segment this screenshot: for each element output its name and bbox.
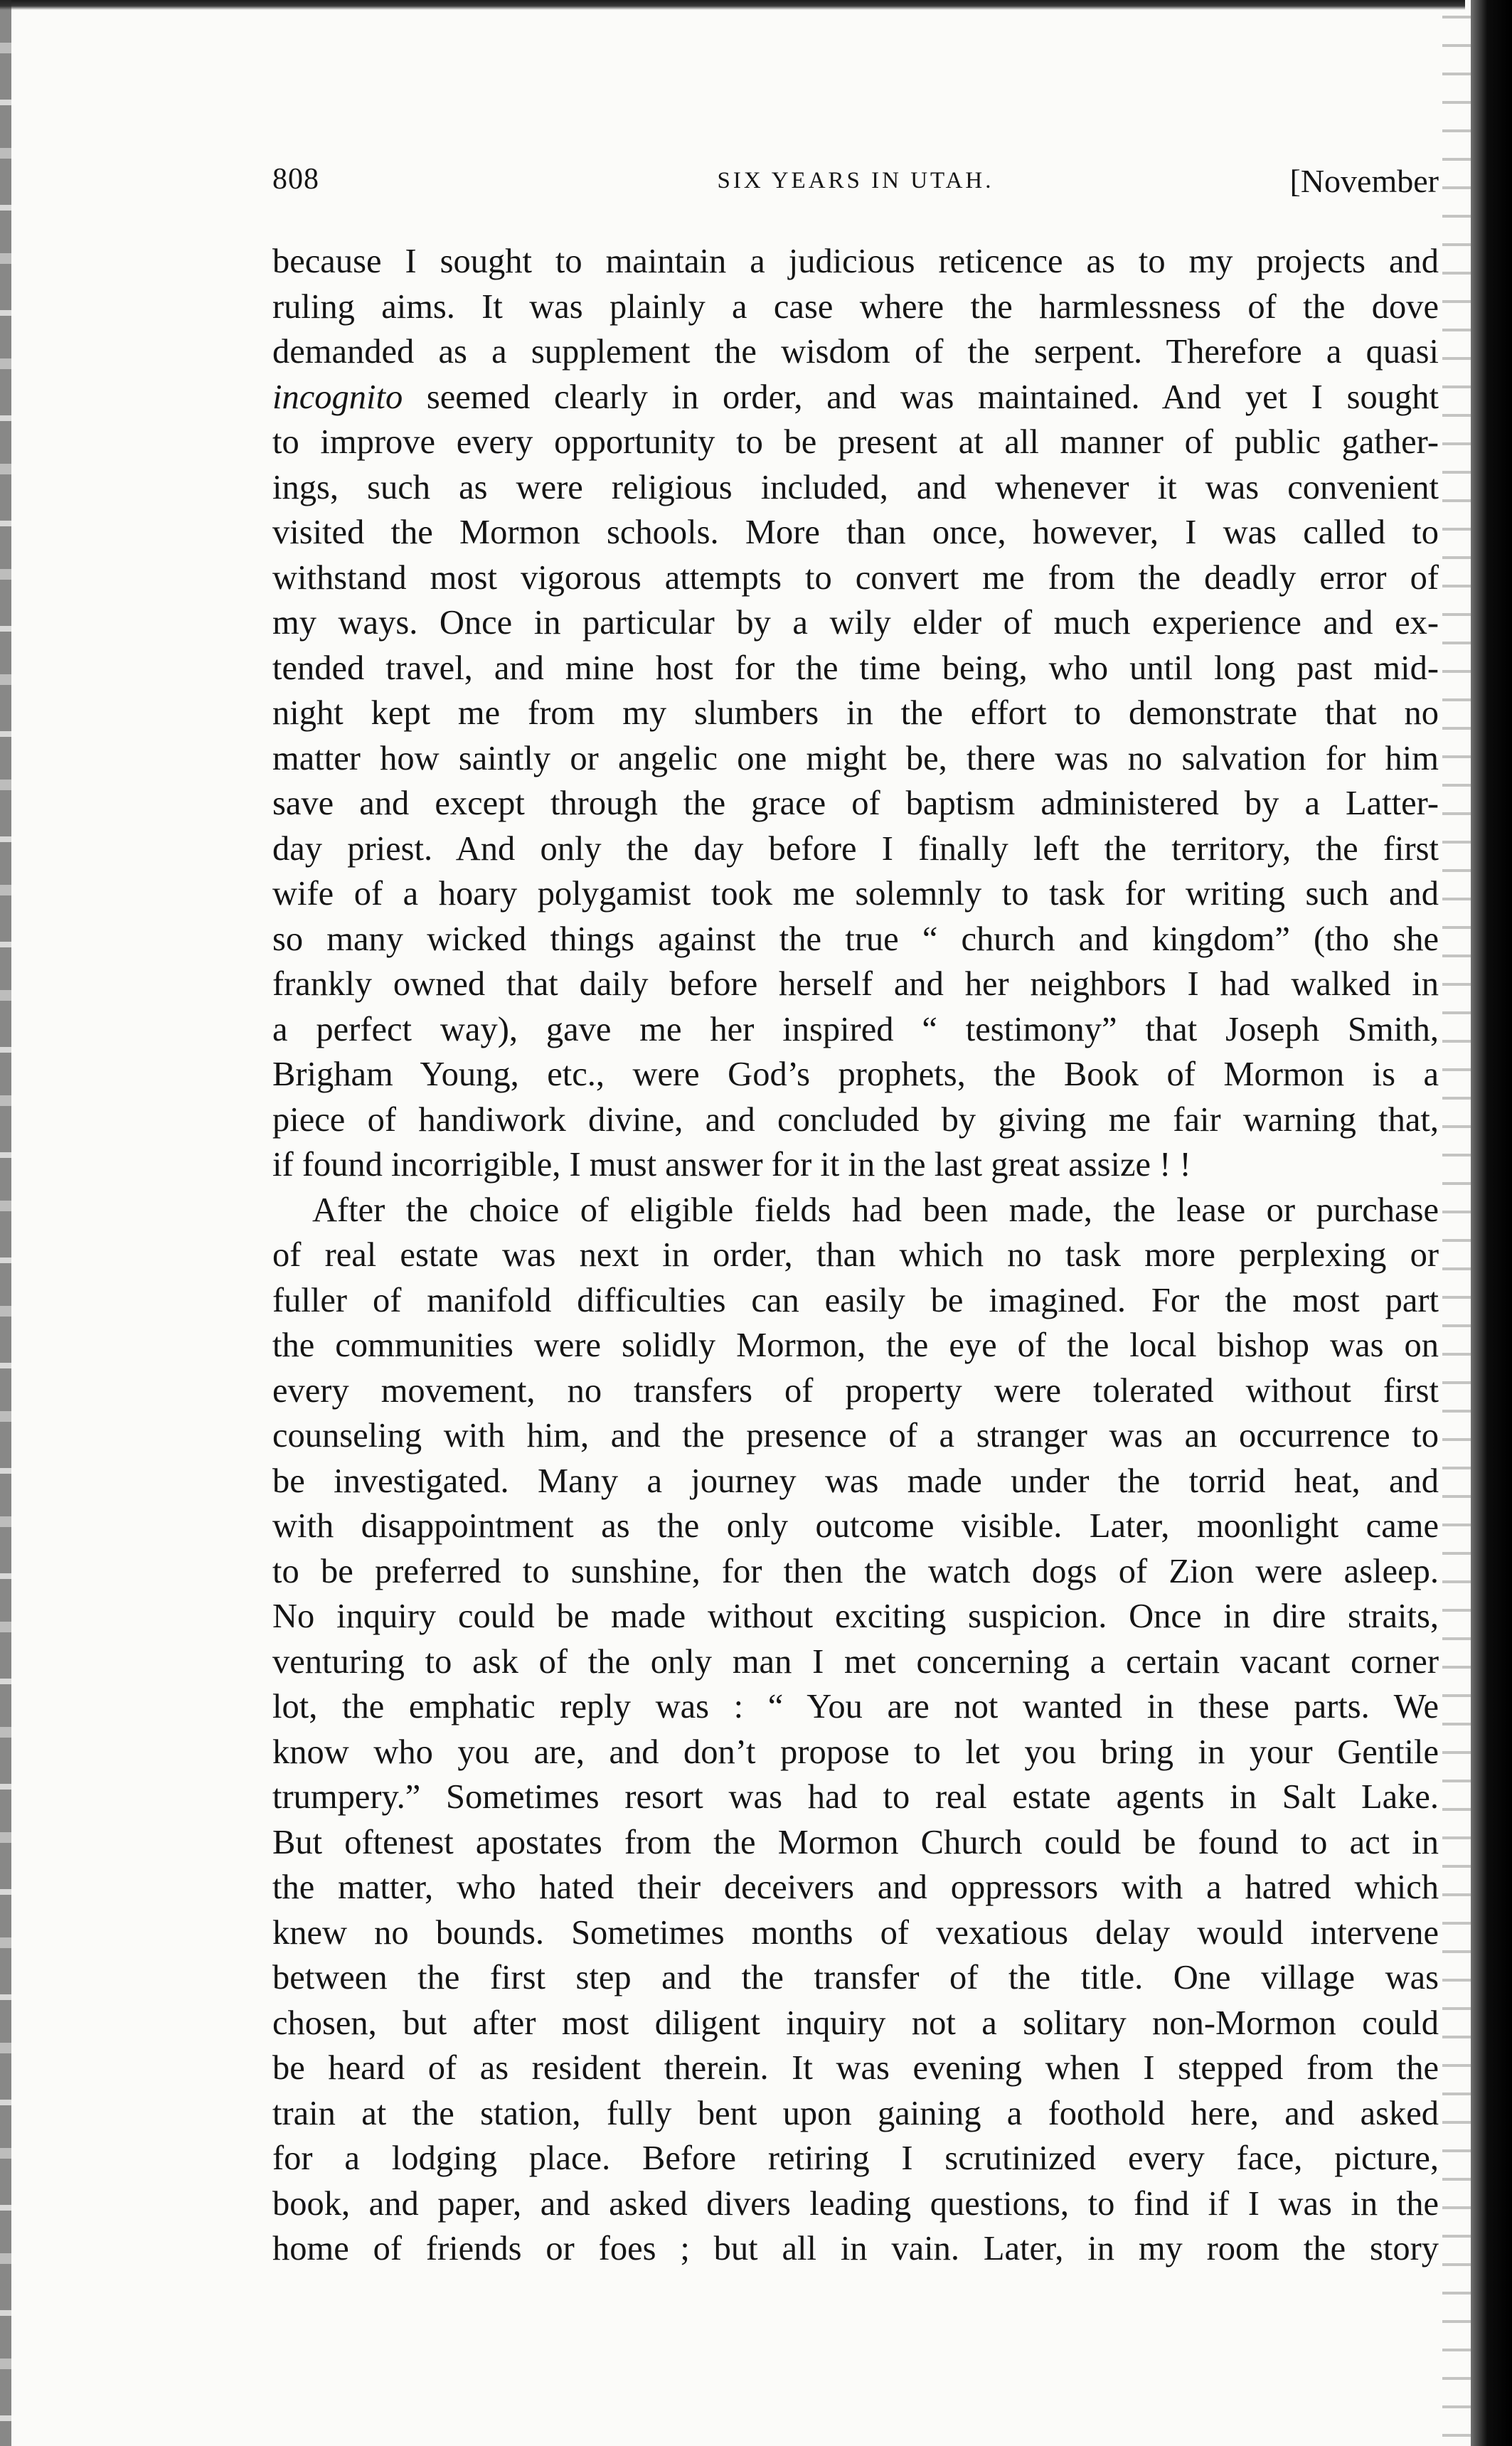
text-line: because I sought to maintain a judicious reticence as to my projects and [272, 243, 1439, 280]
text-line: withstand most vigorous attempts to convert me from the deadly error of [272, 558, 1439, 597]
text-line: with disappointment as the only outcome visible. Later, moonlight came [272, 1507, 1439, 1545]
text-line: my ways. Once in particular by a wily elder of much experience and ex- [272, 604, 1439, 642]
text-line: ings, such as were religious included, and whenever it was convenient [272, 468, 1439, 506]
text-line: Brigham Young, etc., were God’s prophets, the Book of Mormon is a [272, 1055, 1439, 1093]
text-line: be investigated. Many a journey was made under the torrid heat, and [272, 1462, 1439, 1500]
text-line: save and except through the grace of baptism administered by a Latter- [272, 785, 1439, 822]
italic-word: incognito [272, 378, 403, 416]
text-line: lot, the emphatic reply was : “ You are not wanted in these parts. We [272, 1688, 1439, 1726]
text-line: matter how saintly or angelic one might be, there was no salvation for him [272, 739, 1439, 777]
text-line: No inquiry could be made without exciting suspicion. Once in dire straits, [272, 1597, 1439, 1635]
text-line: if found incorrigible, I must answer for it in the last great assize ! ! [272, 1146, 1191, 1184]
text-line: ruling aims. It was plainly a case where the harmlessness of the dove [272, 287, 1439, 326]
text-line: chosen, but after most diligent inquiry not a solitary non-Mormon could [272, 2004, 1439, 2042]
text-line: day priest. And only the day before I finally left the territory, the first [272, 829, 1439, 868]
page-body [272, 239, 1439, 2272]
scan-left-edge [0, 0, 11, 2446]
text-line: night kept me from my slumbers in the effort to demonstrate that no [272, 694, 1439, 732]
text-line: of real estate was next in order, than which no task more perplexing or [272, 1236, 1439, 1274]
text-line: so many wicked things against the true “ church and kingdom” (tho she [272, 920, 1439, 958]
text-line: home of friends or foes ; but all in vain. Later, in my room the story [272, 2230, 1439, 2267]
text-line: every movement, no transfers of property were tolerated without first [272, 1371, 1439, 1410]
text-line: to improve every opportunity to be present at all manner of public gather- [272, 423, 1439, 461]
text-line: venturing to ask of the only man I met concerning a certain vacant corner [272, 1642, 1439, 1681]
text-line: be heard of as resident therein. It was evening when I stepped from the [272, 2049, 1439, 2087]
text-line [272, 375, 1439, 420]
text-line: counseling with him, and the presence of a stranger was an occurrence to [272, 1417, 1439, 1455]
scan-right-shadow [1442, 0, 1471, 2446]
running-title: SIX YEARS IN UTAH. [717, 168, 994, 193]
text-line: to be preferred to sunshine, for then the watch dogs of Zion were asleep. [272, 1552, 1439, 1590]
text-line: know who you are, and don’t propose to let you bring in your Gentile [272, 1733, 1439, 1771]
text-line: for a lodging place. Before retiring I scrutinized every face, picture, [272, 2139, 1439, 2177]
text-line: a perfect way), gave me her inspired “ testimony” that Joseph Smith, [272, 1010, 1439, 1048]
text-line: tended travel, and mine host for the time being, who until long past mid- [272, 649, 1439, 687]
text-line: demanded as a supplement the wisdom of the serpent. Therefore a quasi [272, 333, 1439, 371]
scan-top-edge [0, 0, 1465, 10]
text-line: train at the station, fully bent upon gaining a foothold here, and asked [272, 2094, 1439, 2132]
scan-right-edge [1471, 0, 1512, 2446]
paragraph-2 [272, 1188, 1439, 2272]
text-line: But oftenest apostates from the Mormon Church could be found to act in [272, 1823, 1439, 1861]
text-line: knew no bounds. Sometimes months of vexatious delay would intervene [272, 1913, 1439, 1952]
text-line: the matter, who hated their deceivers and oppressors with a hatred which [272, 1868, 1439, 1906]
text-line: After the choice of eligible fields had been made, the lease or purchase [312, 1191, 1439, 1229]
header-month: [November [1289, 163, 1439, 199]
text-line: wife of a hoary polygamist took me solemnly to task for writing such and [272, 875, 1439, 913]
text-line: trumpery.” Sometimes resort was had to real estate agents in Salt Lake. [272, 1778, 1439, 1816]
text-line: piece of handiwork divine, and concluded by giving me fair warning that, [272, 1100, 1439, 1139]
paragraph-1 [272, 239, 1439, 1188]
line-rest: seemed clearly in order, and was maintained. And yet I sought [403, 378, 1439, 416]
page-number: 808 [272, 163, 319, 196]
text-line: the communities were solidly Mormon, the eye of the local bishop was on [272, 1326, 1439, 1364]
text-line: between the first step and the transfer of the title. One village was [272, 1959, 1439, 1996]
page-header [272, 162, 1439, 212]
text-line: book, and paper, and asked divers leading questions, to find if I was in the [272, 2184, 1439, 2223]
text-line: frankly owned that daily before herself and her neighbors I had walked in [272, 965, 1439, 1003]
text-line: fuller of manifold difficulties can easily be imagined. For the most part [272, 1281, 1439, 1319]
text-line: visited the Mormon schools. More than once, however, I was called to [272, 514, 1439, 551]
